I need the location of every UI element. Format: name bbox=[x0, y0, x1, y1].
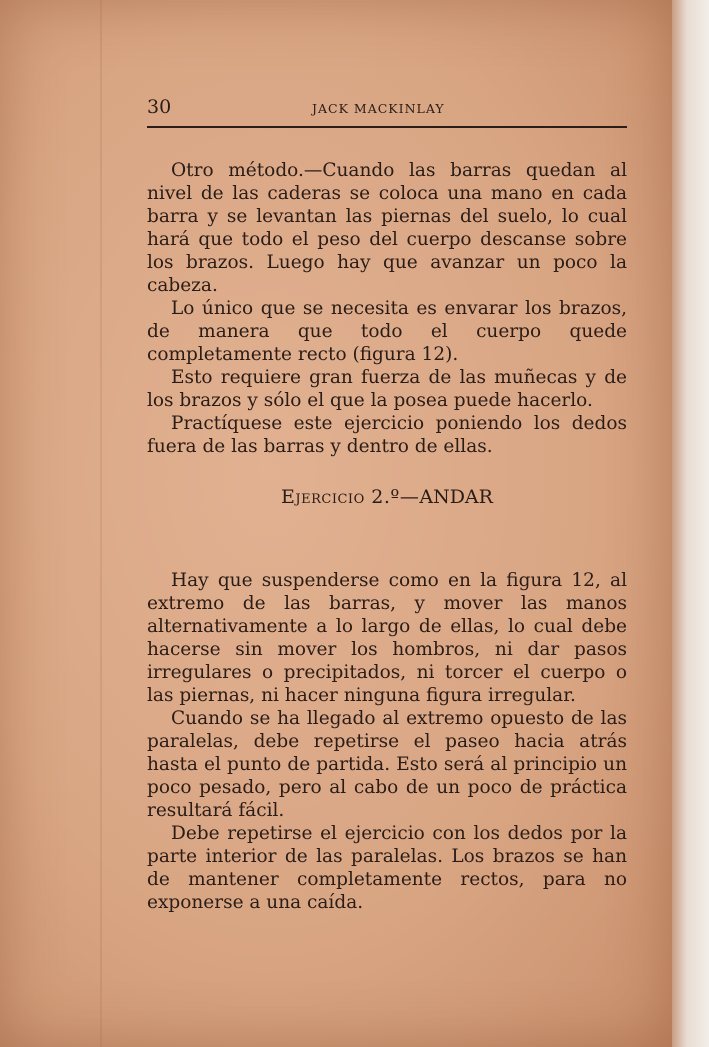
paragraph: Cuando se ha llegado al extremo opuesto de las paralelas, debe repetirse el paseo hacia atrás hasta el punto de partida. Esto será al principio un poco pesado, pero al cabo de un poco de práctica resultará fácil. bbox=[147, 708, 627, 821]
running-head: JACK MACKINLAY bbox=[312, 101, 445, 116]
section-heading bbox=[147, 486, 627, 508]
paragraph: Hay que suspenderse como en la figura 12, al extremo de las barras, y mover las manos alternativamente a lo largo de ellas, lo cual debe hacerse sin mover los hombros, ni dar pasos irregulares o precipitados, ni torcer el cuerpo o las piernas, ni hacer ninguna figura irregular. bbox=[147, 570, 627, 706]
text-block-top bbox=[147, 159, 627, 458]
paragraph: Otro método.—Cuando las barras quedan al nivel de las caderas se coloca una mano en cada barra y se levantan las piernas del suelo, lo cual hará que todo el peso del cuerpo descanse sobre los brazos. Luego hay que avanzar un poco la cabeza. bbox=[147, 160, 627, 296]
page-number: 30 bbox=[147, 96, 172, 118]
paragraph: Practíquese este ejercicio poniendo los dedos fuera de las barras y dentro de ellas. bbox=[147, 413, 627, 457]
page-header bbox=[147, 96, 627, 126]
header-rule bbox=[147, 126, 627, 128]
section-label: Ejercicio 2.º— bbox=[281, 486, 420, 508]
page-edge bbox=[672, 0, 709, 1047]
paragraph: Debe repetirse el ejercicio con los dedos por la parte interior de las paralelas. Los brazos se han de mantener completamente rectos, para no exponerse a una caída. bbox=[147, 823, 627, 913]
page-crease bbox=[100, 0, 102, 1047]
section-title: ANDAR bbox=[419, 486, 493, 508]
text-block-bottom bbox=[147, 569, 627, 914]
paragraph: Esto requiere gran fuerza de las muñecas y de los brazos y sólo el que la posea puede hacerlo. bbox=[147, 367, 627, 411]
paragraph: Lo único que se necesita es envarar los brazos, de manera que todo el cuerpo quede completamente recto (figura 12). bbox=[147, 298, 627, 365]
